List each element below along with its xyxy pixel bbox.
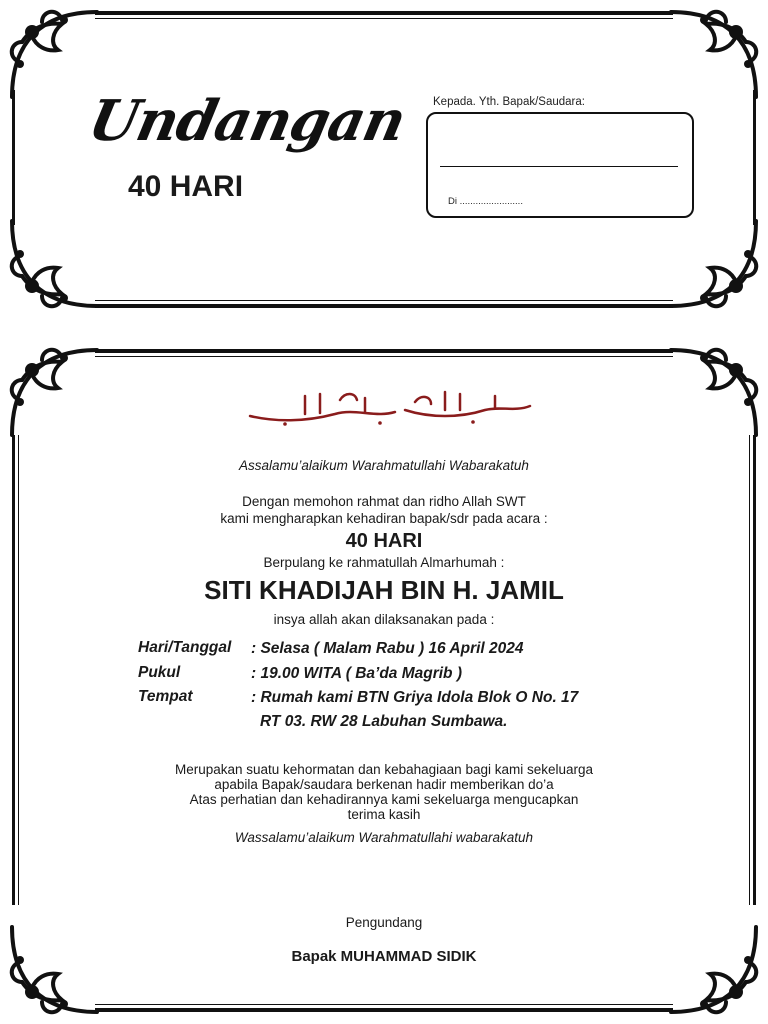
- frame-top-border-inner: [95, 356, 673, 357]
- detail-label-time: Pukul: [138, 664, 181, 681]
- bismillah-calligraphy-icon: [245, 388, 535, 428]
- recipient-location-label: Di ........................: [448, 196, 523, 207]
- envelope-subtitle: 40 HARI: [128, 170, 244, 203]
- closing-line: Merupakan suatu kehormatan dan kebahagiaan bagi kami sekeluarga: [174, 762, 594, 777]
- deceased-name: SITI KHADIJAH BIN H. JAMIL: [204, 575, 564, 605]
- closing-line: terima kasih: [347, 807, 421, 822]
- event-schedule-intro: insya allah akan dilaksanakan pada :: [273, 612, 495, 627]
- detail-value-time: : 19.00 WITA ( Ba’da Magrib ): [251, 665, 462, 682]
- card-separator: [0, 320, 768, 340]
- signer-name: Bapak MUHAMMAD SIDIK: [291, 948, 477, 965]
- frame-bottom-border: [95, 1008, 673, 1012]
- recipient-name-line: [440, 166, 678, 167]
- closing-line: Atas perhatian dan kehadirannya kami sekeluarga mengucapkan: [189, 792, 579, 807]
- deceased-intro: Berpulang ke rahmatullah Almarhumah :: [263, 555, 505, 570]
- opening-greeting: Assalamu’alaikum Warahmatullahi Wabarakatuh: [239, 458, 529, 473]
- frame-bottom-border-inner: [95, 1004, 673, 1005]
- corner-ornament-icon: [656, 206, 766, 316]
- frame-bottom-border: [95, 304, 673, 308]
- detail-label-place: Tempat: [138, 688, 193, 705]
- invitation-script-title: Undangan: [82, 88, 411, 154]
- frame-top-border: [95, 349, 673, 353]
- event-title: 40 HARI: [345, 530, 423, 552]
- frame-top-border: [95, 11, 673, 15]
- detail-value-place-cont: RT 03. RW 28 Labuhan Sumbawa.: [260, 713, 508, 730]
- corner-ornament-icon: [2, 206, 112, 316]
- closing-greeting: Wassalamu’alaikum Warahmatullahi wabarakatuh: [234, 830, 534, 845]
- recipient-label: Kepada. Yth. Bapak/Saudara:: [433, 96, 585, 108]
- signer-label: Pengundang: [345, 915, 423, 930]
- detail-value-date: : Selasa ( Malam Rabu ) 16 April 2024: [251, 640, 524, 657]
- closing-line: apabila Bapak/saudara berkenan hadir memberikan do’a: [214, 777, 554, 792]
- frame-bottom-border-inner: [95, 300, 673, 301]
- corner-ornament-icon: [656, 340, 766, 450]
- detail-value-place: : Rumah kami BTN Griya Idola Blok O No. 17: [251, 689, 579, 706]
- recipient-address-box: [426, 112, 694, 218]
- intro-line-1: Dengan memohon rahmat dan ridho Allah SWT: [242, 494, 526, 509]
- corner-ornament-icon: [656, 2, 766, 112]
- detail-label-date: Hari/Tanggal: [138, 639, 232, 656]
- frame-top-border-inner: [95, 18, 673, 19]
- corner-ornament-icon: [2, 340, 112, 450]
- envelope-card: [0, 0, 768, 320]
- intro-line-2: kami mengharapkan kehadiran bapak/sdr pada acara :: [220, 511, 548, 526]
